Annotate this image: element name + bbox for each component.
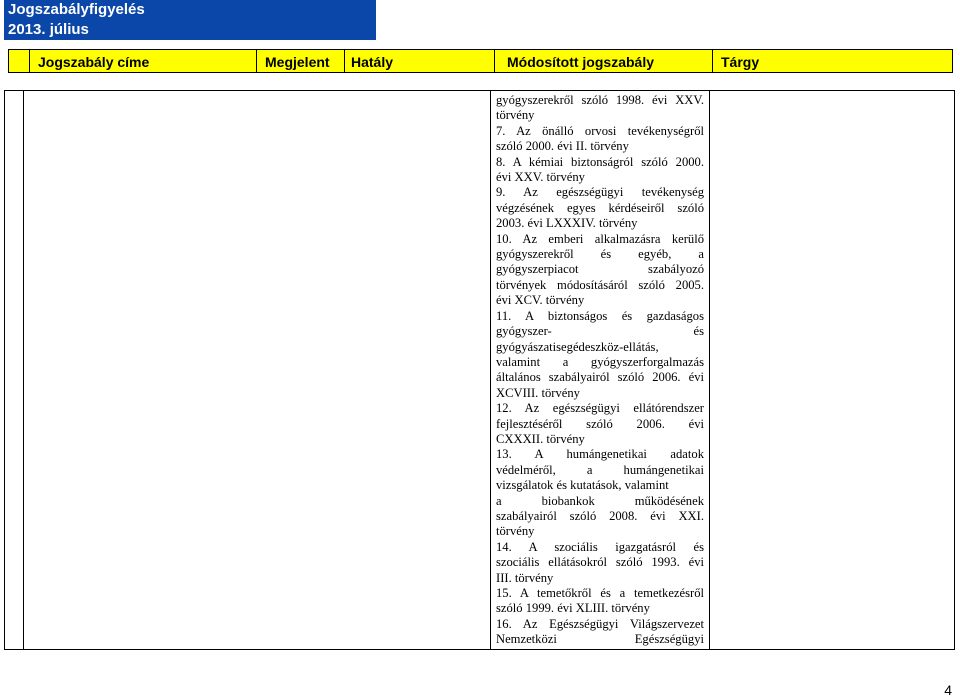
table-column-divider — [23, 91, 24, 649]
column-header-title: Jogszabály címe — [29, 50, 257, 72]
document-period: 2013. július — [8, 21, 89, 38]
modified-law-line: 11. A biztonságos és gazdaságos — [496, 308, 704, 323]
column-header-row — [8, 49, 953, 73]
modified-law-line: a biobankok működésének — [496, 493, 704, 508]
modified-law-line: végzésének egyes kérdéseiről szóló — [496, 200, 704, 215]
modified-law-line: 16. Az Egészségügyi Világszervezet — [496, 616, 704, 631]
modified-law-line: szociális ellátásokról szóló 1993. évi — [496, 555, 704, 570]
modified-law-line: XCVIII. törvény — [496, 385, 580, 400]
modified-law-line: III. törvény — [496, 570, 554, 585]
modified-law-line: 12. Az egészségügyi ellátórendszer — [496, 401, 704, 416]
modified-law-line: szóló 2000. évi II. törvény — [496, 139, 629, 154]
modified-law-line: szóló 1999. évi XLIII. törvény — [496, 601, 650, 616]
column-header-modified-law: Módosított jogszabály — [494, 50, 725, 72]
modified-law-line: 2003. évi LXXXIV. törvény — [496, 216, 638, 231]
modified-law-line: 15. A temetőkről és a temetkezésről — [496, 586, 704, 600]
document-title: Jogszabályfigyelés — [8, 1, 145, 18]
modified-law-line: törvények módosításáról szóló 2005. — [496, 277, 704, 292]
modified-law-line: általános szabályairól szóló 2006. évi — [496, 370, 704, 385]
modified-law-line: gyógyszerekről szóló 1998. évi XXV. — [496, 93, 704, 107]
modified-law-line: védelméről, a humángenetikai — [496, 462, 704, 477]
modified-law-line: törvény — [496, 108, 535, 123]
legislation-table — [4, 90, 955, 650]
column-header-published: Megjelent — [256, 50, 346, 72]
modified-law-line: 7. Az önálló orvosi tevékenységről — [496, 123, 704, 138]
modified-law-line: gyógyszer- és — [496, 324, 704, 339]
modified-law-line: 8. A kémiai biztonságról szóló 2000. — [496, 154, 704, 169]
modified-law-line: évi XXV. törvény — [496, 170, 585, 185]
modified-law-line: fejlesztéséről szóló 2006. évi — [496, 416, 704, 431]
modified-law-line: gyógyászatisegédeszköz-ellátás, — [496, 339, 659, 354]
column-header-subject: Tárgy — [712, 50, 960, 72]
page-number: 4 — [944, 682, 952, 698]
modified-law-line: valamint a gyógyszerforgalmazás — [496, 354, 704, 369]
table-column-divider — [490, 91, 491, 649]
modified-law-line: 14. A szociális igazgatásról és — [496, 539, 704, 554]
modified-law-line: 10. Az emberi alkalmazásra kerülő — [496, 231, 704, 246]
column-header-effective: Hatály — [344, 50, 501, 72]
modified-law-line: törvény — [496, 524, 535, 539]
modified-law-line: 9. Az egészségügyi tevékenység — [496, 185, 704, 200]
modified-law-line: 13. A humángenetikai adatok — [496, 447, 704, 462]
modified-law-line: szabályairól szóló 2008. évi XXI. — [496, 508, 704, 523]
modified-law-line: Nemzetközi Egészségügyi — [496, 632, 704, 647]
modified-law-line: gyógyszerekről és egyéb, a — [496, 247, 704, 262]
modified-law-line: gyógyszerpiacot szabályozó — [496, 262, 704, 277]
column-header-spacer — [9, 50, 29, 72]
modified-law-cell — [496, 93, 704, 648]
modified-law-line: évi XCV. törvény — [496, 293, 585, 308]
modified-law-line: CXXXII. törvény — [496, 431, 585, 446]
modified-law-line: vizsgálatok és kutatások, valamint — [496, 478, 669, 493]
table-column-divider — [709, 91, 710, 649]
